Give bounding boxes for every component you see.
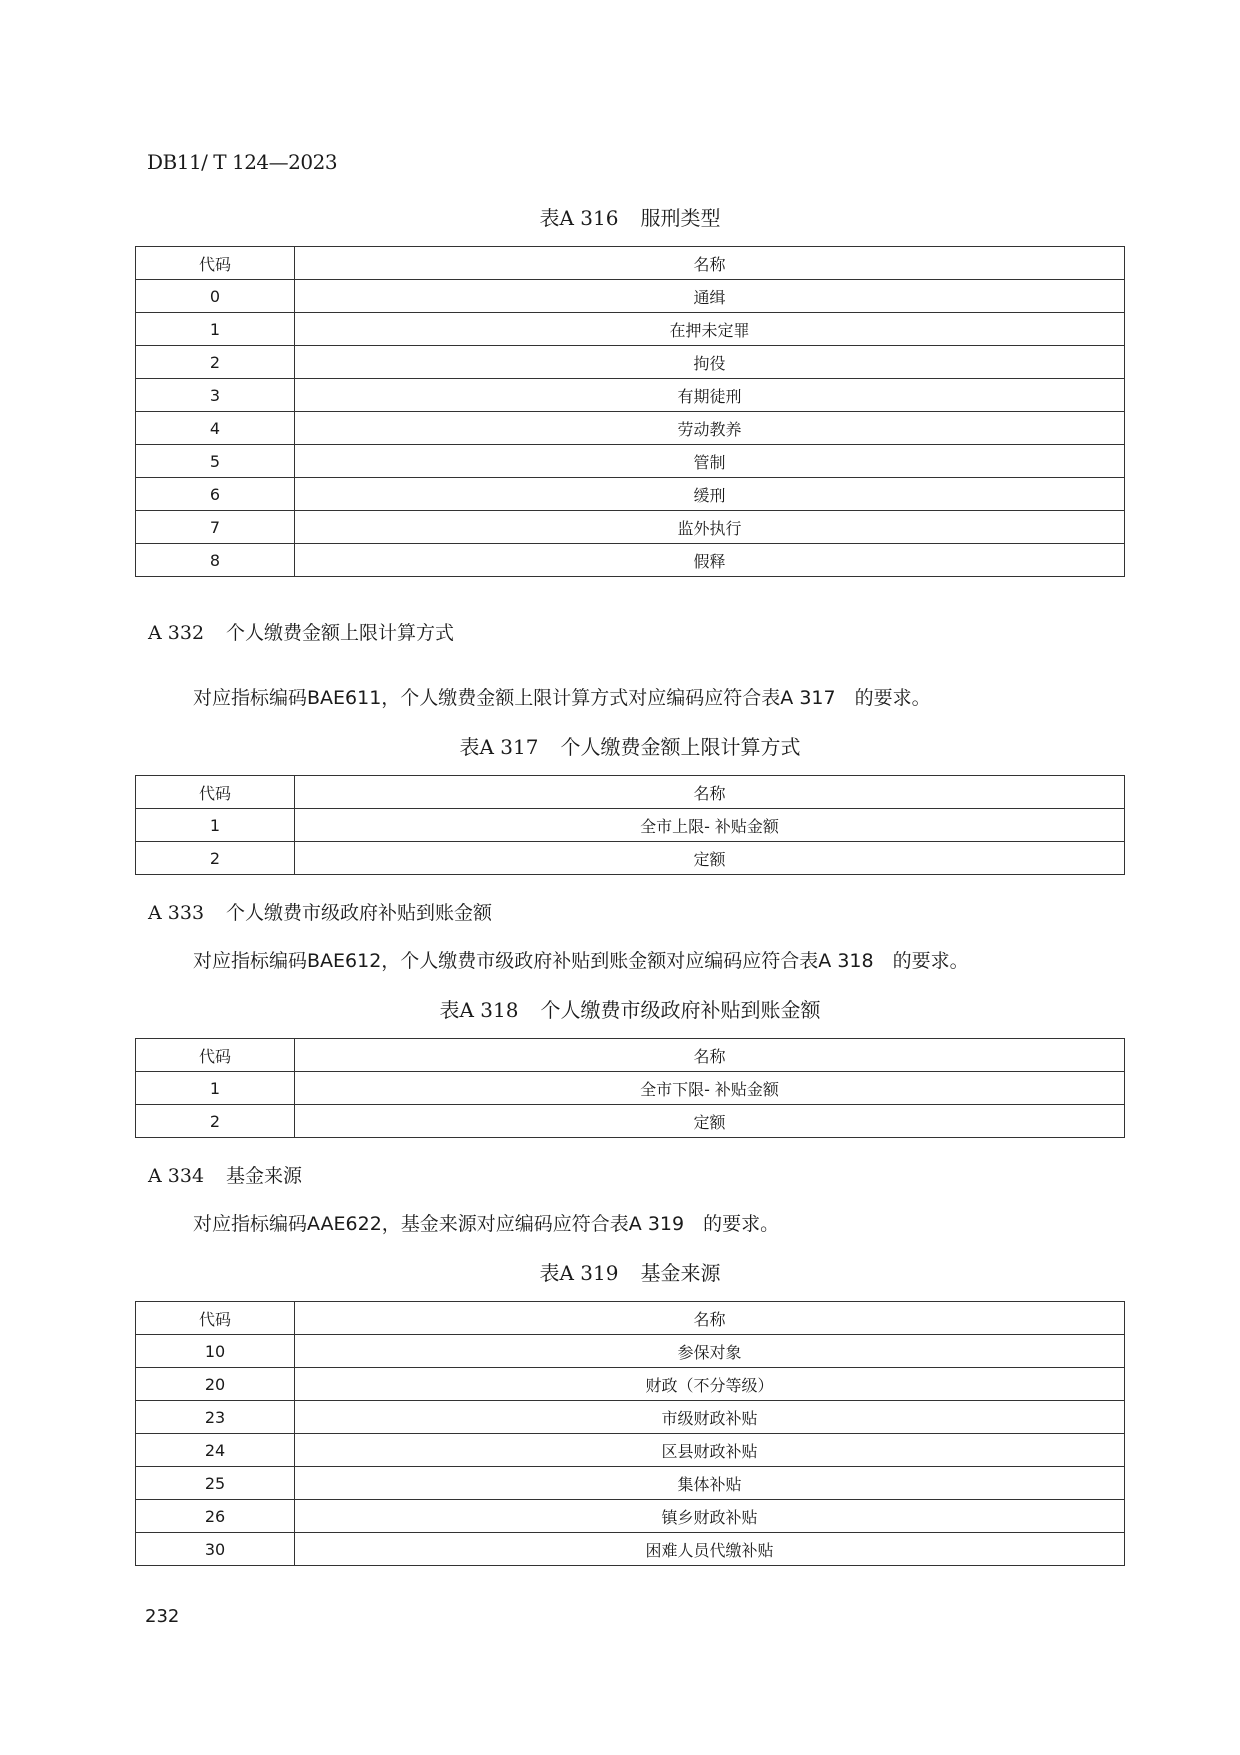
- section-heading-a332: [148, 618, 454, 645]
- table-title: 个人缴费金额上限计算方式: [560, 735, 801, 759]
- name-cell: 劳动教养: [295, 412, 1125, 445]
- name-cell: 有期徒刑: [295, 379, 1125, 412]
- table-row: [136, 842, 1125, 875]
- table-row: [136, 1401, 1125, 1434]
- code-cell: 30: [136, 1533, 295, 1566]
- code-cell: 8: [136, 544, 295, 577]
- name-cell: 缓刑: [295, 478, 1125, 511]
- col-header-name: 名称: [295, 1302, 1125, 1335]
- code-cell: 1: [136, 809, 295, 842]
- table-row: [136, 1467, 1125, 1500]
- name-cell: 财政（不分等级）: [295, 1368, 1125, 1401]
- name-cell: 定额: [295, 842, 1125, 875]
- code-cell: 20: [136, 1368, 295, 1401]
- name-cell: 区县财政补贴: [295, 1434, 1125, 1467]
- table-caption-a316: [0, 202, 1240, 231]
- code-cell: 2: [136, 842, 295, 875]
- section-title: 基金来源: [226, 1165, 303, 1187]
- name-cell: 全市上限- 补贴金额: [295, 809, 1125, 842]
- name-cell: 市级财政补贴: [295, 1401, 1125, 1434]
- table-row: [136, 1434, 1125, 1467]
- table-row: [136, 1335, 1125, 1368]
- name-cell: 拘役: [295, 346, 1125, 379]
- table-caption-a319: [0, 1257, 1240, 1286]
- code-cell: 4: [136, 412, 295, 445]
- section-number: A 334: [148, 1165, 205, 1187]
- table-number: 表A 316: [539, 206, 619, 230]
- table-caption-a318: [0, 994, 1240, 1023]
- section-title: 个人缴费市级政府补贴到账金额: [226, 902, 493, 924]
- name-cell: 在押未定罪: [295, 313, 1125, 346]
- table-a319: [135, 1301, 1125, 1566]
- table-row: [136, 445, 1125, 478]
- table-header-row: [136, 247, 1125, 280]
- name-cell: 监外执行: [295, 511, 1125, 544]
- section-heading-a333: [148, 898, 492, 925]
- table-row: [136, 1533, 1125, 1566]
- section-title: 个人缴费金额上限计算方式: [226, 622, 455, 644]
- name-cell: 管制: [295, 445, 1125, 478]
- name-cell: 困难人员代缴补贴: [295, 1533, 1125, 1566]
- table-title: 基金来源: [640, 1261, 721, 1285]
- table-row: [136, 313, 1125, 346]
- table-number: 表A 319: [539, 1261, 619, 1285]
- col-header-name: 名称: [295, 247, 1125, 280]
- name-cell: 镇乡财政补贴: [295, 1500, 1125, 1533]
- table-row: [136, 346, 1125, 379]
- code-cell: 24: [136, 1434, 295, 1467]
- table-row: [136, 478, 1125, 511]
- code-cell: 25: [136, 1467, 295, 1500]
- table-row: [136, 280, 1125, 313]
- section-paragraph-a334: 对应指标编码AAE622，基金来源对应编码应符合表A 319 的要求。: [193, 1213, 780, 1235]
- table-a316: [135, 246, 1125, 577]
- table-a317: [135, 775, 1125, 875]
- col-header-code: 代码: [136, 1039, 295, 1072]
- col-header-code: 代码: [136, 247, 295, 280]
- code-cell: 7: [136, 511, 295, 544]
- code-cell: 3: [136, 379, 295, 412]
- table-row: [136, 379, 1125, 412]
- table-a318: [135, 1038, 1125, 1138]
- name-cell: 假释: [295, 544, 1125, 577]
- section-paragraph-a332: 对应指标编码BAE611，个人缴费金额上限计算方式对应编码应符合表A 317 的要求。: [193, 687, 931, 709]
- name-cell: 参保对象: [295, 1335, 1125, 1368]
- col-header-name: 名称: [295, 776, 1125, 809]
- col-header-code: 代码: [136, 776, 295, 809]
- col-header-name: 名称: [295, 1039, 1125, 1072]
- code-cell: 1: [136, 1072, 295, 1105]
- document-header: DB11/ T 124—2023: [147, 150, 338, 174]
- name-cell: 定额: [295, 1105, 1125, 1138]
- table-title: 服刑类型: [640, 206, 721, 230]
- code-cell: 2: [136, 346, 295, 379]
- table-header-row: [136, 776, 1125, 809]
- table-row: [136, 544, 1125, 577]
- code-cell: 23: [136, 1401, 295, 1434]
- section-paragraph-a333: 对应指标编码BAE612，个人缴费市级政府补贴到账金额对应编码应符合表A 318 的要求。: [193, 950, 969, 972]
- code-cell: 1: [136, 313, 295, 346]
- code-cell: 26: [136, 1500, 295, 1533]
- section-number: A 332: [148, 622, 205, 644]
- code-cell: 6: [136, 478, 295, 511]
- code-cell: 0: [136, 280, 295, 313]
- table-header-row: [136, 1039, 1125, 1072]
- table-caption-a317: [0, 731, 1240, 760]
- name-cell: 通缉: [295, 280, 1125, 313]
- table-row: [136, 1105, 1125, 1138]
- table-row: [136, 1368, 1125, 1401]
- section-heading-a334: [148, 1161, 302, 1188]
- table-row: [136, 809, 1125, 842]
- section-number: A 333: [148, 902, 205, 924]
- name-cell: 集体补贴: [295, 1467, 1125, 1500]
- table-header-row: [136, 1302, 1125, 1335]
- page-number: 232: [145, 1606, 180, 1627]
- table-number: 表A 318: [439, 998, 519, 1022]
- table-title: 个人缴费市级政府补贴到账金额: [540, 998, 821, 1022]
- table-row: [136, 412, 1125, 445]
- table-row: [136, 1500, 1125, 1533]
- code-cell: 5: [136, 445, 295, 478]
- table-number: 表A 317: [459, 735, 539, 759]
- table-row: [136, 511, 1125, 544]
- code-cell: 2: [136, 1105, 295, 1138]
- col-header-code: 代码: [136, 1302, 295, 1335]
- table-row: [136, 1072, 1125, 1105]
- name-cell: 全市下限- 补贴金额: [295, 1072, 1125, 1105]
- code-cell: 10: [136, 1335, 295, 1368]
